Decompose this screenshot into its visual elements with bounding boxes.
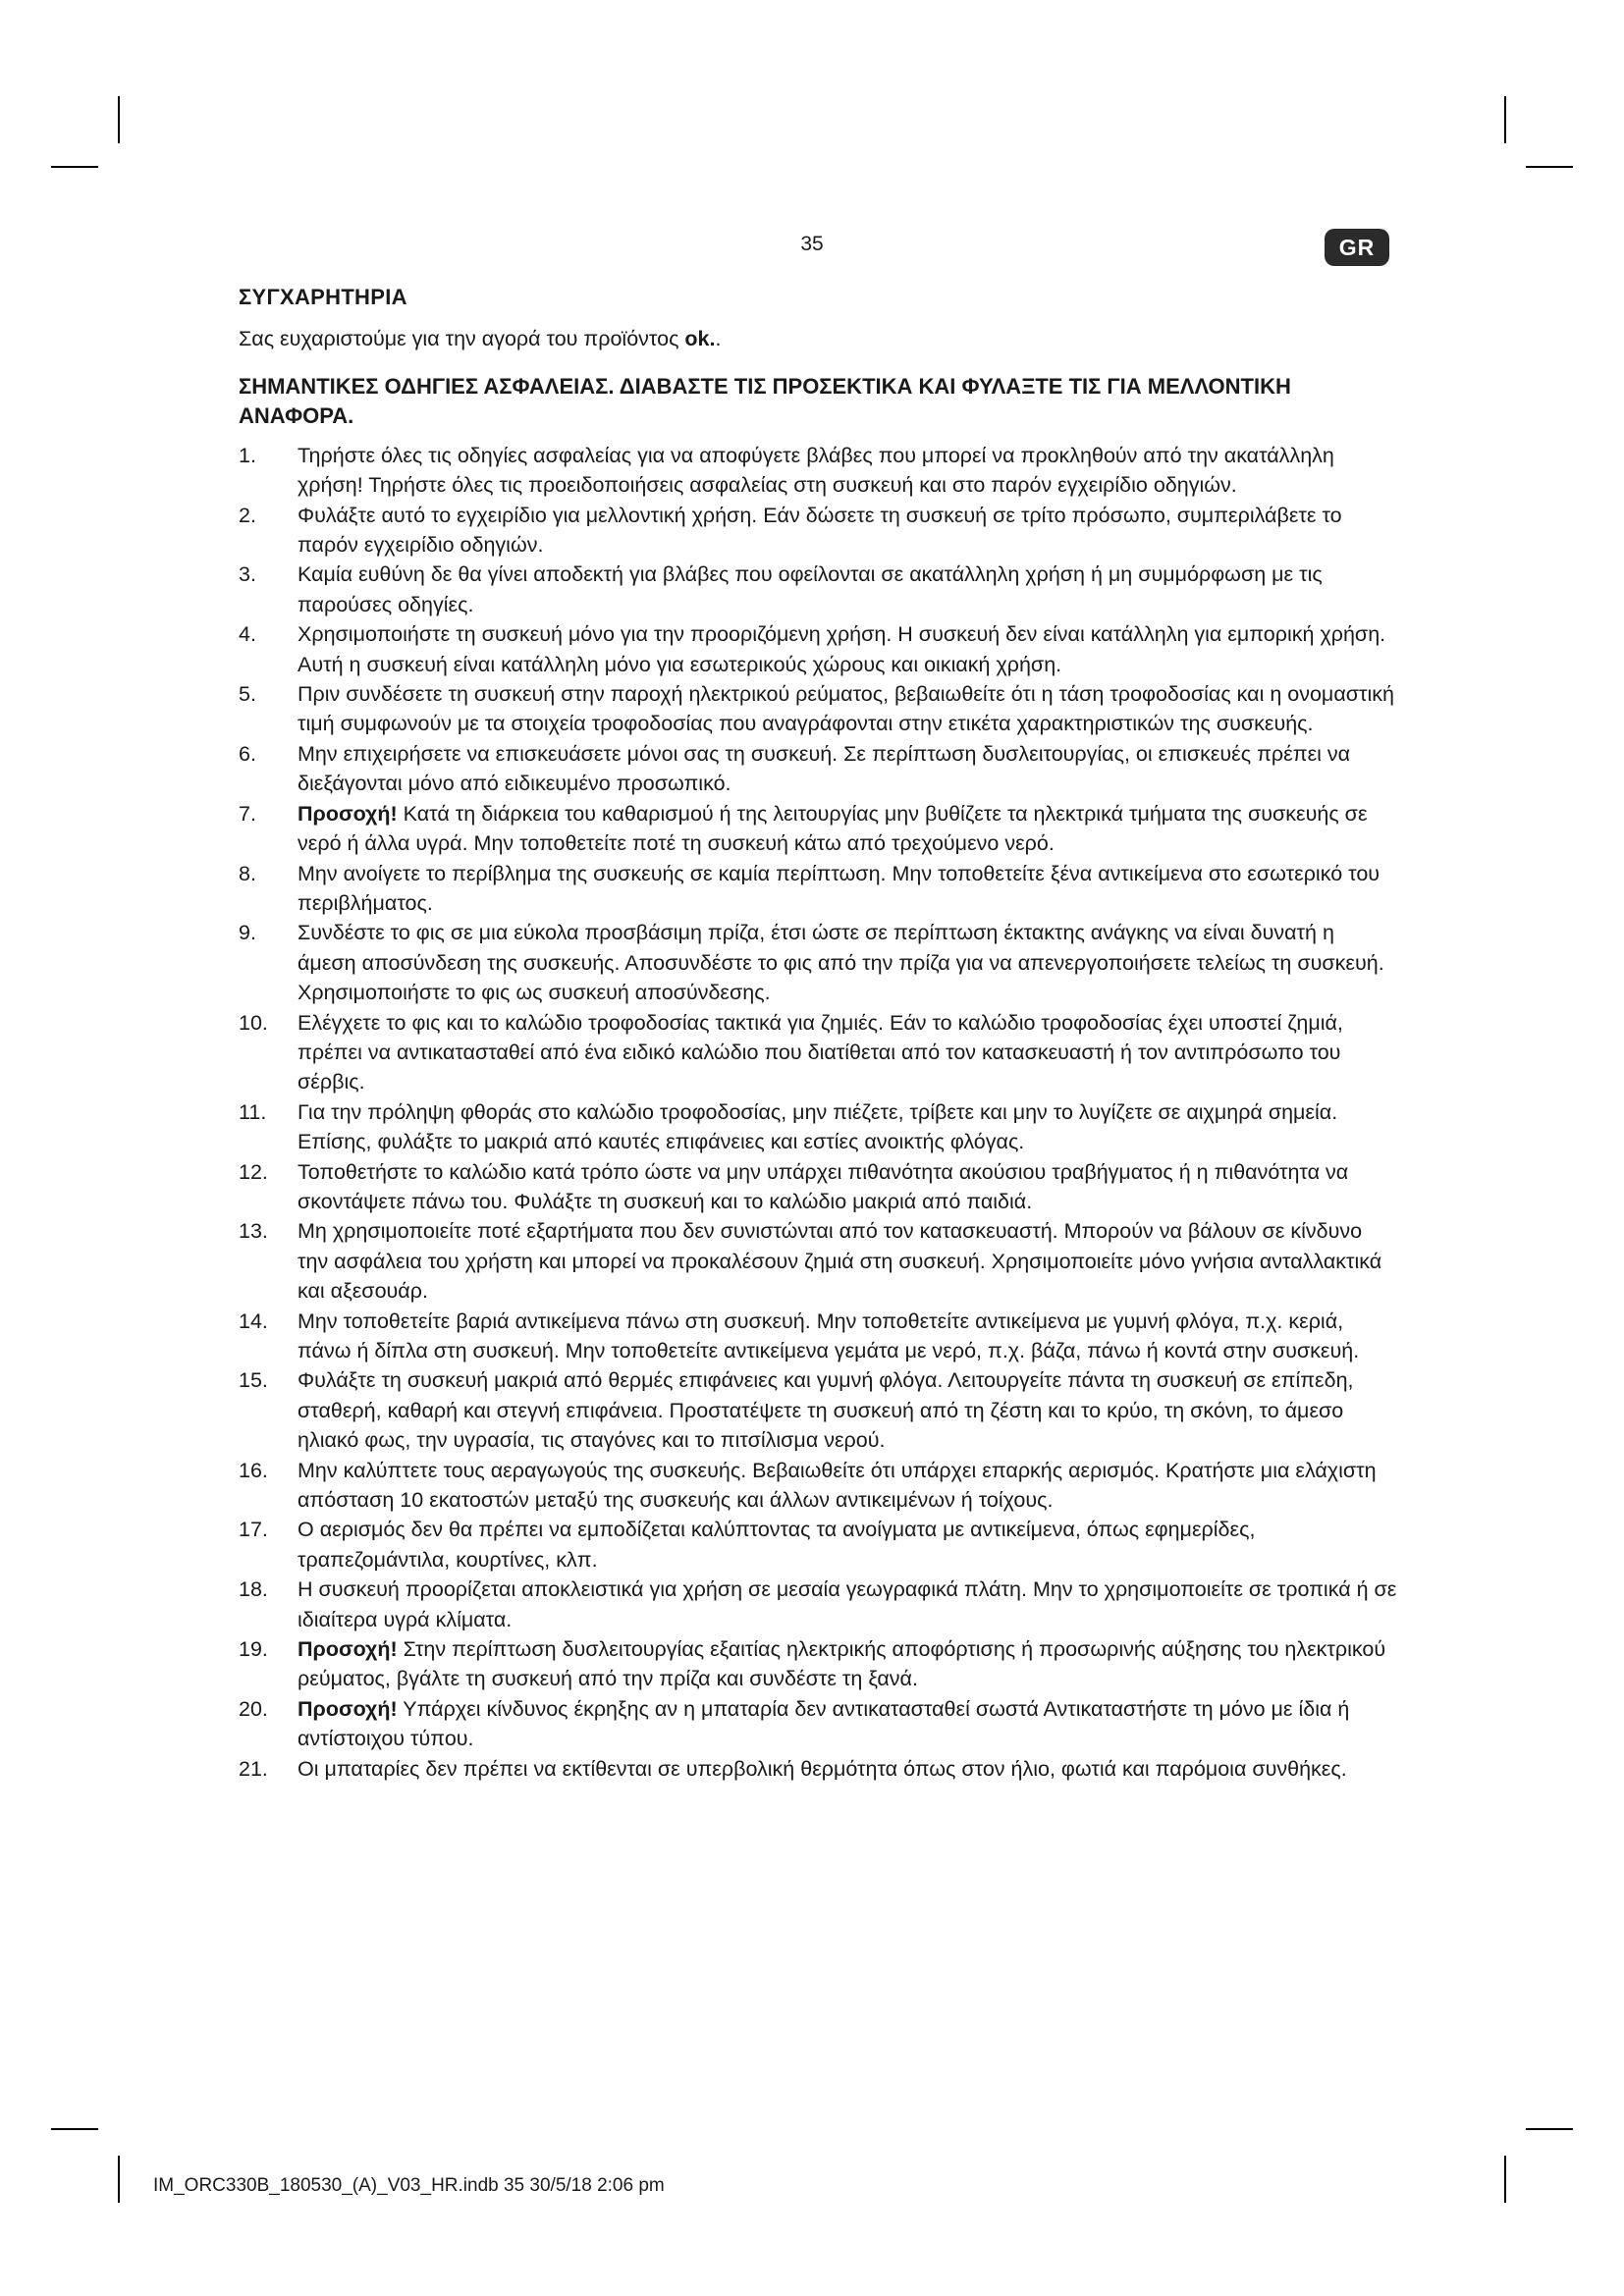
rule-number: 7. [239, 801, 256, 826]
rule-text: Φυλάξτε αυτό το εγχειρίδιο για μελλοντική χρήση. Εάν δώσετε τη συσκευή σε τρίτο πρόσωπο, συμπεριλάβετε το παρόν εγχειρίδιο οδηγιών. [298, 503, 1342, 558]
rule-body [298, 862, 1380, 915]
rule-text: Για την πρόληψη φθοράς στο καλώδιο τροφοδοσίας, μην πιέζετε, τρίβετε και μην το λυγίζετε σε αιχμηρά σημεία. Επίσης, φυλάξτε το μακριά από καυτές επιφάνειες και εστίες ανοικτής φλόγας. [298, 1099, 1338, 1154]
crop-mark-bottom-left-vertical [118, 2156, 120, 2203]
rule-number: 8. [239, 861, 256, 885]
rule-text: Υπάρχει κίνδυνος έκρηξης αν η μπαταρία δεν αντικατασταθεί σωστά Αντικαταστήστε τη μόνο με ίδια ή αντίστοιχου τύπου. [298, 1696, 1350, 1751]
rule-number: 16. [239, 1458, 268, 1482]
rule-body [298, 1518, 1255, 1571]
rule-body [298, 444, 1334, 497]
crop-mark-bottom-left-horizontal [51, 2128, 98, 2130]
rule-body [298, 1577, 1396, 1630]
safety-rule-item [239, 739, 1397, 799]
rule-text: Χρησιμοποιήστε τη συσκευή μόνο για την προοριζόμενη χρήση. Η συσκευή δεν είναι κατάλληλη για εμπορική χρήση. Αυτή η συσκευή είναι κατάλληλη μόνο για εσωτερικούς χώρους και οικιακή χρήση. [298, 622, 1386, 676]
document-body [239, 283, 1397, 1784]
rule-body [298, 562, 1323, 615]
rule-body [298, 1757, 1347, 1781]
rule-number: 21. [239, 1756, 268, 1781]
rule-body [298, 1100, 1337, 1153]
rule-text: Μην καλύπτετε τους αεραγωγούς της συσκευής. Βεβαιωθείτε ότι υπάρχει επαρκής αερισμός. Κρατήστε μια ελάχιστη απόσταση 10 εκατοστών μεταξύ της συσκευής και άλλων αντικειμένων ή τοίχους. [298, 1458, 1377, 1513]
thanks-text: Σας ευχαριστούμε για την αγορά του προϊόντος [239, 327, 685, 351]
rule-body [298, 1219, 1381, 1303]
safety-rule-item [239, 1307, 1397, 1366]
safety-rule-item [239, 619, 1397, 679]
page-number: 35 [800, 233, 824, 255]
rule-text: Κατά τη διάρκεια του καθαρισμού ή της λειτουργίας μην βυθίζετε τα ηλεκτρικά τμήματα της συσκευής σε νερό ή άλλα υγρά. Μην τοποθετείτε ποτέ τη συσκευή κάτω από τρεχούμενο νερό. [298, 801, 1368, 856]
safety-rules-list [239, 441, 1397, 1784]
rule-text: Φυλάξτε τη συσκευή μακριά από θερμές επιφάνειες και γυμνή φλόγα. Λειτουργείτε πάντα τη συσκευή σε επίπεδη, σταθερή, καθαρή και στεγνή επιφάνεια. Προστατέψετε τη συσκευή από τη ζέστη και το κρύο, τη σκόνη, το άμεσο ηλιακό φως, την υγρασία, τις σταγόνες και το πιτσίλισμα νερού. [298, 1368, 1354, 1453]
rule-text: Συνδέστε το φις σε μια εύκολα προσβάσιμη πρίζα, έτσι ώστε σε περίπτωση έκτακτης ανάγκης να είναι δυνατή η άμεση αποσύνδεση της συσκευής. Αποσυνδέστε το φις από την πρίζα για να απενεργοποιήσετε τελείως τη συσκευή. Χρησιμοποιήστε το φις ως συσκευή αποσύνδεσης. [298, 921, 1384, 1005]
rule-number: 13. [239, 1219, 268, 1244]
rule-number: 14. [239, 1308, 268, 1333]
rule-number: 11. [239, 1099, 267, 1124]
crop-mark-top-right-vertical [1504, 96, 1506, 143]
warning-label: Προσοχή! [298, 1637, 398, 1662]
rule-number: 15. [239, 1368, 268, 1393]
safety-rule-item [239, 1515, 1397, 1575]
rule-text: Ο αερισμός δεν θα πρέπει να εμποδίζεται καλύπτοντας τα ανοίγματα με αντικείμενα, όπως εφημερίδες, τραπεζομάντιλα, κουρτίνες, κλπ. [298, 1518, 1256, 1572]
rule-number: 5. [239, 682, 256, 707]
rule-body [298, 1368, 1354, 1452]
safety-rule-item [239, 441, 1397, 501]
safety-rule-item [239, 1634, 1397, 1694]
safety-rule-item [239, 1097, 1397, 1157]
rule-body [298, 1459, 1377, 1512]
rule-text: Τηρήστε όλες τις οδηγίες ασφαλείας για να αποφύγετε βλάβες που μπορεί να προκληθούν από την ακατάλληλη χρήση! Τηρήστε όλες τις προειδοποιήσεις ασφαλείας στη συσκευή και στο παρόν εγχειρίδιο οδηγιών. [298, 443, 1334, 498]
crop-mark-bottom-right-horizontal [1526, 2128, 1573, 2130]
rule-body [298, 921, 1384, 1004]
crop-mark-top-left-vertical [118, 96, 120, 143]
rule-body [298, 1697, 1349, 1750]
rule-text: Πριν συνδέσετε τη συσκευή στην παροχή ηλεκτρικού ρεύματος, βεβαιωθείτε ότι η τάση τροφοδοσίας και η ονομαστική τιμή συμφωνούν με τα στοιχεία τροφοδοσίας που αναγράφονται στην ετικέτα χαρακτηριστικών της συσκευής. [298, 682, 1394, 736]
rule-text: Ελέγχετε το φις και το καλώδιο τροφοδοσίας τακτικά για ζημιές. Εάν το καλώδιο τροφοδοσίας έχει υποστεί ζημιά, πρέπει να αντικατασταθεί από ένα ειδικό καλώδιο που διατίθεται από τον κατασκευαστή ή τον αντιπρόσωπο του σέρβις. [298, 1010, 1343, 1095]
safety-rule-item [239, 799, 1397, 859]
print-footer: IM_ORC330B_180530_(A)_V03_HR.indb 35 30/5/18 2:06 pm [153, 2175, 665, 2196]
language-badge: GR [1325, 229, 1389, 266]
crop-mark-top-left-horizontal [51, 166, 98, 168]
rule-text: Τοποθετήστε το καλώδιο κατά τρόπο ώστε να μην υπάρχει πιθανότητα ακούσιου τραβήγματος ή η πιθανότητα να σκοντάψετε πάνω του. Φυλάξτε τη συσκευή και το καλώδιο μακριά από παιδιά. [298, 1159, 1349, 1213]
safety-rule-item [239, 1575, 1397, 1634]
safety-rule-item [239, 1008, 1397, 1097]
rule-text: Μη χρησιμοποιείτε ποτέ εξαρτήματα που δεν συνιστώνται από τον κατασκευαστή. Μπορούν να βάλουν σε κίνδυνο την ασφάλεια του χρήστη και μπορεί να προκαλέσουν ζημιά στη συσκευή. Χρησιμοποιείτε μόνο γνήσια ανταλλακτικά και αξεσουάρ. [298, 1219, 1382, 1304]
warning-label: Προσοχή! [298, 1696, 398, 1721]
rule-text: Μην τοποθετείτε βαριά αντικείμενα πάνω στη συσκευή. Μην τοποθετείτε αντικείμενα με γυμνή φλόγα, π.χ. κεριά, πάνω ή δίπλα στη συσκευή. Μην τοποθετείτε αντικείμενα γεμάτα με νερό, π.χ. βάζα, πάνω ή κοντά στην συσκευή. [298, 1308, 1360, 1362]
safety-rule-item [239, 501, 1397, 561]
thanks-suffix: . [715, 327, 722, 351]
congratulations-heading: ΣΥΓΧΑΡΗΤΗΡΙΑ [239, 285, 407, 309]
crop-mark-top-right-horizontal [1526, 166, 1573, 168]
rule-number: 4. [239, 622, 256, 647]
safety-rule-item [239, 1694, 1397, 1754]
rule-body [298, 1637, 1385, 1690]
safety-rule-item [239, 1216, 1397, 1306]
rule-number: 12. [239, 1159, 268, 1184]
rule-number: 3. [239, 562, 256, 587]
rule-text: Η συσκευή προορίζεται αποκλειστικά για χρήση σε μεσαία γεωγραφικά πλάτη. Μην το χρησιμοποιείτε σε τροπικά ή σε ιδιαίτερα υγρά κλίματα. [298, 1577, 1397, 1631]
safety-rule-item [239, 560, 1397, 619]
rule-body [298, 1011, 1343, 1095]
rule-number: 6. [239, 741, 256, 766]
rule-text: Οι μπαταρίες δεν πρέπει να εκτίθενται σε υπερβολική θερμότητα όπως στον ήλιο, φωτιά και παρόμοια συνθήκες. [298, 1756, 1347, 1781]
rule-body [298, 802, 1368, 855]
rule-text: Μην ανοίγετε το περίβλημα της συσκευής σε καμία περίπτωση. Μην τοποθετείτε ξένα αντικείμενα στο εσωτερικό του περιβλήματος. [298, 861, 1380, 915]
safety-rule-item [239, 679, 1397, 739]
brand-name: ok. [684, 327, 716, 351]
rule-number: 10. [239, 1010, 268, 1035]
warning-label: Προσοχή! [298, 801, 398, 826]
safety-rule-item [239, 1456, 1397, 1516]
rule-body [298, 1309, 1359, 1362]
safety-rule-item [239, 1157, 1397, 1217]
safety-instructions-heading: ΣΗΜΑΝΤΙΚΕΣ ΟΔΗΓΙΕΣ ΑΣΦΑΛΕΙΑΣ. ΔΙΑΒΑΣΤΕ ΤΙΣ ΠΡΟΣΕΚΤΙΚΑ ΚΑΙ ΦΥΛΑΞΤΕ ΤΙΣ ΓΙΑ ΜΕΛΛΟΝΤΙΚΗ ΑΝΑΦΟΡΑ. [239, 373, 1291, 428]
rule-number: 1. [239, 443, 256, 467]
rule-number: 20. [239, 1696, 268, 1721]
rule-body [298, 682, 1394, 735]
rule-body [298, 742, 1350, 795]
rule-text: Καμία ευθύνη δε θα γίνει αποδεκτή για βλάβες που οφείλονται σε ακατάλληλη χρήση ή μη συμμόρφωση με τις παρούσες οδηγίες. [298, 562, 1323, 616]
rule-number: 17. [239, 1518, 268, 1542]
thanks-paragraph [239, 324, 1397, 353]
rule-text: Μην επιχειρήσετε να επισκευάσετε μόνοι σας τη συσκευή. Σε περίπτωση δυσλειτουργίας, οι επισκευές πρέπει να διεξάγονται μόνο από ειδικευμένο προσωπικό. [298, 741, 1351, 796]
rule-number: 2. [239, 503, 256, 527]
rule-number: 9. [239, 921, 256, 945]
rule-body [298, 622, 1385, 675]
rule-text: Στην περίπτωση δυσλειτουργίας εξαιτίας ηλεκτρικής αποφόρτισης ή προσωρινής αύξησης του ηλεκτρικού ρεύματος, βγάλτε τη συσκευή από την πρίζα και συνδέστε τη ξανά. [298, 1637, 1386, 1691]
safety-rule-item [239, 1754, 1397, 1784]
safety-rule-item [239, 1365, 1397, 1455]
rule-number: 19. [239, 1637, 268, 1662]
rule-number: 18. [239, 1577, 268, 1602]
crop-mark-bottom-right-vertical [1504, 2156, 1506, 2203]
rule-body [298, 504, 1342, 557]
rule-body [298, 1160, 1348, 1213]
safety-rule-item [239, 859, 1397, 919]
safety-rule-item [239, 918, 1397, 1007]
